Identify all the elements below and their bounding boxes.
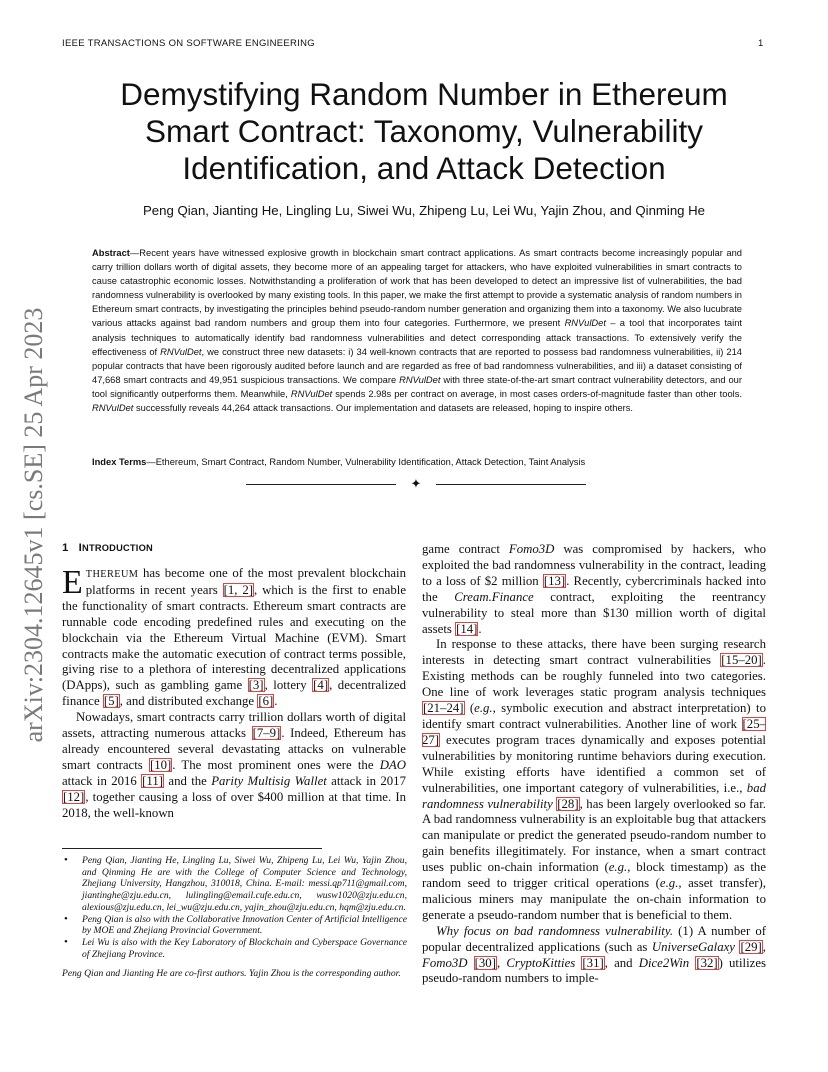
citation-link[interactable]: [21–24] [423, 701, 464, 716]
abstract-label: Abstract [92, 248, 130, 258]
citation-link[interactable]: [10] [149, 757, 172, 772]
title-line-1: Demystifying Random Number in Ethereum [120, 76, 728, 112]
body-text: , which is the first to enable the functionality of smart contracts. Ethereum smart contracts are runnable code encoding predefined rules and executing on the blockchain via the Ethereum Virtual Machine (EVM). Smart contracts make the automatic execution of contract terms possible, giving rise to a plethora of interesting decentralized applications (DApps), such as gambling game [62, 582, 406, 693]
body-text: , block timestamp) as the random seed to trigger critical operations ( [422, 860, 766, 891]
citation-link[interactable]: [14] [456, 621, 478, 636]
tool-name: RNVulDet [92, 403, 134, 414]
citation-link[interactable]: [15–20] [721, 653, 762, 668]
citation-link[interactable]: [7–9] [252, 726, 281, 741]
body-text: , together causing a loss of over $400 million at that time. In 2018, the well-known [62, 789, 406, 820]
body-text: executes program traces dynamically and exposes potential vulnerabilities by monitoring runtime behaviors during execution. While existing efforts have identified a common set of vulnerabilities, one important category of vulnerabilities, i.e., [422, 732, 766, 795]
body-text: attack in 2017 [326, 773, 406, 788]
intro-paragraph-4 [422, 637, 766, 923]
footnote-rule [62, 848, 322, 849]
body-text: , symbolic execution and abstract interpretation) to identify smart contract vulnerabilities. Another line of work [422, 701, 766, 731]
footnote-affiliation: • Peng Qian, Jianting He, Lingling Lu, Siwei Wu, Zhipeng Lu, Lei Wu, Yajin Zhou, and Qinming He are with the College of Computer Science and Technology, Zhejiang University, Hangzhou, 310018, China. E-mail: messi.qp711@gmail.com, jiantinghe@zju.edu.cn, lulingling@email.cufe.edu.cn, wusw1020@zju.edu.cn, alexious@zju.edu.cn, lei_wu@zju.edu.cn, yajin_zhou@zju.edu.cn, hqm@zju.edu.cn. [62, 855, 407, 914]
tool-name: RNVulDet [399, 374, 441, 385]
right-column [422, 542, 766, 987]
body-text: Nowadays, smart contracts carry trillion dollars worth of digital assets, attracting numerous attacks [62, 710, 406, 741]
citation-link[interactable]: [11] [142, 773, 164, 788]
tool-name: RNVulDet [290, 388, 333, 399]
section-divider [246, 478, 586, 490]
citation-link[interactable]: [25–27] [422, 716, 766, 747]
abstract-text: – a tool that incorporates taint analysis techniques to automatically identify bad randomness vulnerabilities and detect corresponding attack transactions. To extensively verify the effectiveness of [92, 318, 742, 357]
body-text: , asset transfer), malicious miners may manipulate the on-chain information to generate a pseudo-random number that is beneficial to them. [422, 876, 766, 922]
body-text: In response to these attacks, there have been surging research interests in detecting smart contract vulnerabilities [422, 637, 766, 668]
body-text: . Recently, cybercriminals hacked into the [422, 573, 766, 604]
citation-link[interactable]: [30] [474, 955, 496, 970]
abstract [92, 246, 742, 415]
section-title-cap: I [78, 542, 83, 554]
body-text: , [496, 955, 507, 970]
intro-paragraph-1 [62, 566, 406, 710]
abstract-text: spends 2.98s per contract on average, in most cases orders-of-magnitude faster than other tools. [332, 388, 742, 399]
author-list: Peng Qian, Jianting He, Lingling Lu, Siwei Wu, Zhipeng Lu, Lei Wu, Yajin Zhou, and Qinming He [142, 203, 706, 218]
abstract-text: —Recent years have witnessed explosive growth in blockchain smart contract applications. As smart contracts become increasingly popular and carry trillion dollars worth of digital assets, they become more of an appealing target for attackers, who have exploited vulnerabilities in smart contracts to cause catastrophic economic losses. Notwithstanding a proliferation of work that has been developed to detect an impressive list of vulnerabilities, the bad randomness vulnerability is overlooked by many existing tools. In this paper, we make the first attempt to provide a systematic analysis of random numbers in Ethereum smart contracts, by investigating the principles behind pseudo-random number generation and organizing them into a taxonomy. We also lucubrate various attacks against bad random numbers and group them into four categories. Furthermore, we present [92, 248, 742, 329]
citation-link[interactable]: [31] [582, 955, 604, 970]
body-text: . [478, 621, 482, 636]
divider-star-icon: ✦ [410, 476, 422, 491]
emphasis-text: Fomo3D [508, 542, 555, 556]
emphasis-text: Cream.Finance [454, 589, 534, 604]
emphasis-text: Fomo3D [422, 955, 468, 970]
index-terms-label: Index Terms [92, 457, 147, 467]
title-line-2: Smart Contract: Taxonomy, Vulnerability [145, 113, 703, 149]
body-text: ) utilizes pseudo-random numbers to imple- [422, 955, 766, 986]
divider-line-right [436, 484, 586, 485]
paper-title [80, 76, 768, 187]
emphasis-text: Parity Multisig Wallet [211, 773, 327, 788]
arxiv-stamp: arXiv:2304.12645v1 [cs.SE] 25 Apr 2023 [19, 307, 48, 743]
body-text: , decentralized finance [62, 678, 406, 709]
index-terms [92, 457, 752, 467]
index-terms-text: —Ethereum, Smart Contract, Random Number, Vulnerability Identification, Attack Detection, Taint Analysis [146, 457, 586, 467]
emphasis-text: DAO [379, 757, 406, 772]
section-number: 1 [62, 542, 69, 554]
citation-link[interactable]: [5] [103, 694, 119, 709]
run-in-heading: Why focus on bad randomness vulnerability. [436, 923, 674, 938]
intro-paragraph-3 [422, 542, 766, 637]
body-text: , and [604, 955, 639, 970]
body-text: was compromised by hackers, who exploited the bad randomness vulnerability in the contract, leading to a loss of $2 million [422, 542, 766, 588]
citation-link[interactable]: [4] [313, 678, 329, 693]
body-text: contract, exploiting the reentrancy vulnerability to steal more than $130 million worth of digital assets [422, 589, 766, 636]
body-text: attack in 2016 [62, 773, 142, 788]
citation-link[interactable]: [29] [740, 939, 762, 954]
emphasis-text: UniverseGalaxy [651, 939, 735, 954]
citation-link[interactable]: [13] [543, 573, 566, 588]
emphasis-text: bad randomness vulnerability [422, 780, 766, 811]
left-column [62, 566, 406, 822]
citation-link[interactable]: [32] [696, 955, 718, 970]
body-text: game contract [422, 542, 509, 556]
drop-cap: E [62, 564, 83, 601]
citation-link[interactable]: [12] [63, 789, 85, 804]
emphasis-text: CryptoKitties [506, 955, 576, 970]
body-text: , and distributed exchange [119, 694, 258, 709]
emphasis-text: Dice2Win [638, 955, 690, 970]
body-text: and the [164, 773, 212, 788]
page-number: 1 [758, 38, 764, 49]
abstract-text: successfully reveals 44,264 attack transactions. Our implementation and datasets are released, hoping to inspire others. [133, 403, 634, 414]
footnote-affiliation: • Lei Wu is also with the Key Laboratory of Blockchain and Cyberspace Governance of Zhejiang Province. [62, 937, 407, 960]
running-header: IEEE TRANSACTIONS ON SOFTWARE ENGINEERING [62, 38, 315, 49]
emphasis-text: e.g. [608, 860, 628, 875]
body-text: , [762, 939, 766, 954]
body-text: ( [464, 701, 475, 716]
emphasis-text: e.g. [474, 701, 493, 716]
section-heading [62, 542, 153, 554]
footnote-affiliation: • Peng Qian is also with the Collaborative Innovation Center of Artificial Intelligence by MOE and Zhejiang Provincial Government. [62, 914, 407, 937]
tool-name: RNVulDet [564, 318, 606, 329]
citation-link[interactable]: [1, 2] [223, 582, 254, 597]
body-text: . Existing methods can be roughly funneled into two categories. One line of work leverages static program analysis techniques [422, 653, 766, 700]
title-line-3: Identification, and Attack Detection [182, 150, 666, 186]
citation-link[interactable]: [3] [248, 678, 264, 693]
section-title-rest: NTRODUCTION [82, 543, 153, 553]
emphasis-text: e.g. [659, 876, 679, 891]
intro-paragraph-5 [422, 924, 766, 988]
body-text: . Indeed, Ethereum has already encountered several devastating attacks on vulnerable smart contracts [62, 726, 406, 772]
tool-name: RNVulDet [160, 346, 202, 357]
abstract-text: , we construct three new datasets: i) 34 well-known contracts that are reported to possess bad randomness vulnerabilities, ii) 214 popular contracts that have been rigorously audited before launch and are regarded as free of bad randomness vulnerabilities, and iii) a dataset consisting of 47,668 smart contracts and 49,951 suspicious transactions. We compare [92, 346, 742, 385]
body-text: . The most prominent ones were the [172, 757, 380, 772]
body-text: (1) A number of popular decentralized applications (such as [422, 923, 766, 954]
divider-line-left [246, 484, 396, 485]
body-text: , has been largely overlooked so far. A bad randomness vulnerability is an exploitable bug that attackers can manipulate or predict the generated pseudo-random number to gain benefits illegitimately. For instance, when a smart contract uses public on-chain information ( [422, 796, 766, 875]
intro-paragraph-2 [62, 710, 406, 821]
body-text: , lottery [264, 678, 313, 693]
footnote-authorship: Peng Qian and Jianting He are co-first authors. Yajin Zhou is the corresponding author. [62, 968, 401, 980]
citation-link[interactable]: [6] [258, 694, 274, 709]
citation-link[interactable]: [28] [557, 796, 579, 811]
body-text: has become one of the most prevalent blockchain platforms in recent years [85, 566, 406, 597]
smallcaps-word: THEREUM [85, 569, 139, 580]
footnotes [62, 855, 407, 980]
abstract-text: with three state-of-the-art smart contract vulnerability detectors, and our tool significantly outperforms them. Meanwhile, [92, 374, 742, 399]
body-text: . [274, 694, 278, 709]
